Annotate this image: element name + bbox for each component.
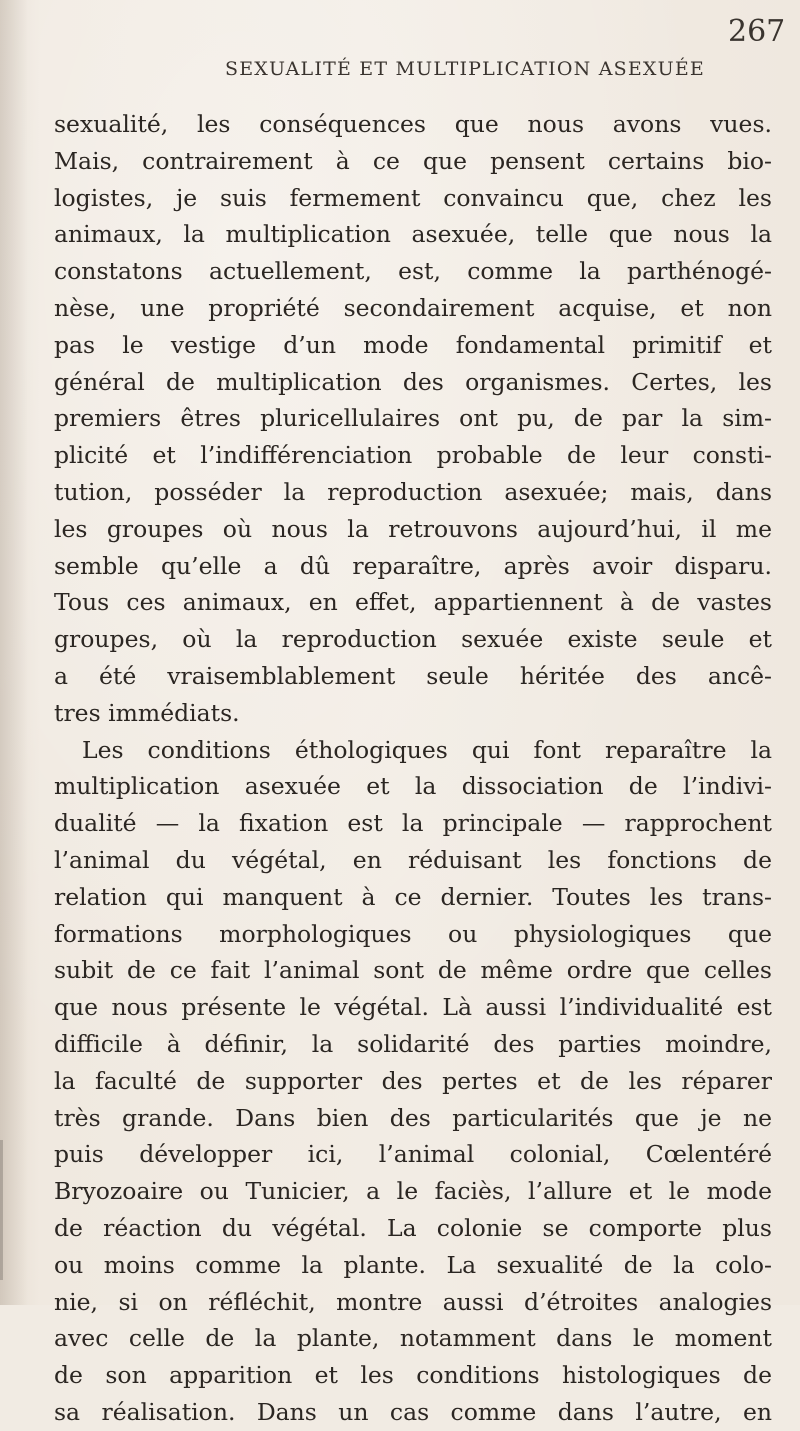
text-line: groupes, où la reproduction sexuée existe seule et [54, 625, 772, 654]
text-line: très grande. Dans bien des particularités que je ne [54, 1103, 772, 1132]
text-line: tution, posséder la reproduction asexuée; mais, dans [54, 477, 772, 506]
text-line: dualité — la fixation est la principale — rapprochent [54, 809, 772, 838]
text-line: constatons actuellement, est, comme la parthénogé- [54, 257, 772, 286]
text-line: ou moins comme la plante. La sexualité de la colo- [54, 1250, 772, 1279]
text-line-paragraph-start: Les conditions éthologiques qui font reparaître la [82, 735, 772, 764]
text-line: formations morphologiques ou physiologiques que [54, 919, 772, 948]
text-line: semble qu’elle a dû reparaître, après avoir disparu. [54, 551, 772, 580]
text-line: a été vraisemblablement seule héritée des ancê- [54, 661, 772, 690]
text-line: difficile à définir, la solidarité des parties moindre, [54, 1029, 772, 1058]
text-line-paragraph-end: tres immédiats. [54, 698, 240, 727]
text-line: plicité et l’indifférenciation probable de leur consti- [54, 441, 772, 470]
page-number: 267 [728, 14, 786, 49]
text-line: l’animal du végétal, en réduisant les fonctions de [54, 845, 772, 874]
text-line: sa réalisation. Dans un cas comme dans l’autre, en [54, 1397, 772, 1426]
running-head: SEXUALITÉ ET MULTIPLICATION ASEXUÉE [225, 58, 705, 80]
text-line: Bryozoaire ou Tunicier, a le faciès, l’allure et le mode [54, 1177, 772, 1206]
text-line: pas le vestige d’un mode fondamental primitif et [54, 330, 772, 359]
text-line: puis développer ici, l’animal colonial, Cœlentéré [54, 1140, 772, 1169]
page-gutter-shadow [0, 0, 28, 1305]
margin-pencil-mark [0, 1140, 3, 1280]
text-line: Mais, contrairement à ce que pensent certains bio- [54, 146, 772, 175]
text-line: de réaction du végétal. La colonie se comporte plus [54, 1213, 772, 1242]
text-line: les groupes où nous la retrouvons aujourd’hui, il me [54, 514, 772, 543]
body-text [54, 106, 772, 1431]
text-line: nie, si on réfléchit, montre aussi d’étroites analogies [54, 1287, 772, 1316]
text-line: général de multiplication des organismes. Certes, les [54, 367, 772, 396]
text-line: de son apparition et les conditions histologiques de [54, 1361, 772, 1390]
text-line: sexualité, les conséquences que nous avons vues. [54, 110, 772, 138]
text-line: animaux, la multiplication asexuée, telle que nous la [54, 220, 772, 249]
text-line: la faculté de supporter des pertes et de les réparer [54, 1066, 772, 1095]
text-line: multiplication asexuée et la dissociation de l’indivi- [54, 772, 772, 801]
text-line: relation qui manquent à ce dernier. Toutes les trans- [54, 882, 772, 911]
text-line: subit de ce fait l’animal sont de même ordre que celles [54, 956, 772, 985]
text-line: Tous ces animaux, en effet, appartiennent à de vastes [54, 588, 772, 617]
text-line: que nous présente le végétal. Là aussi l’individualité est [54, 993, 772, 1022]
text-line: nèse, une propriété secondairement acquise, et non [54, 293, 772, 322]
text-line: avec celle de la plante, notamment dans le moment [54, 1324, 772, 1353]
text-line: logistes, je suis fermement convaincu que, chez les [54, 183, 772, 212]
text-line: premiers êtres pluricellulaires ont pu, de par la sim- [54, 404, 772, 433]
